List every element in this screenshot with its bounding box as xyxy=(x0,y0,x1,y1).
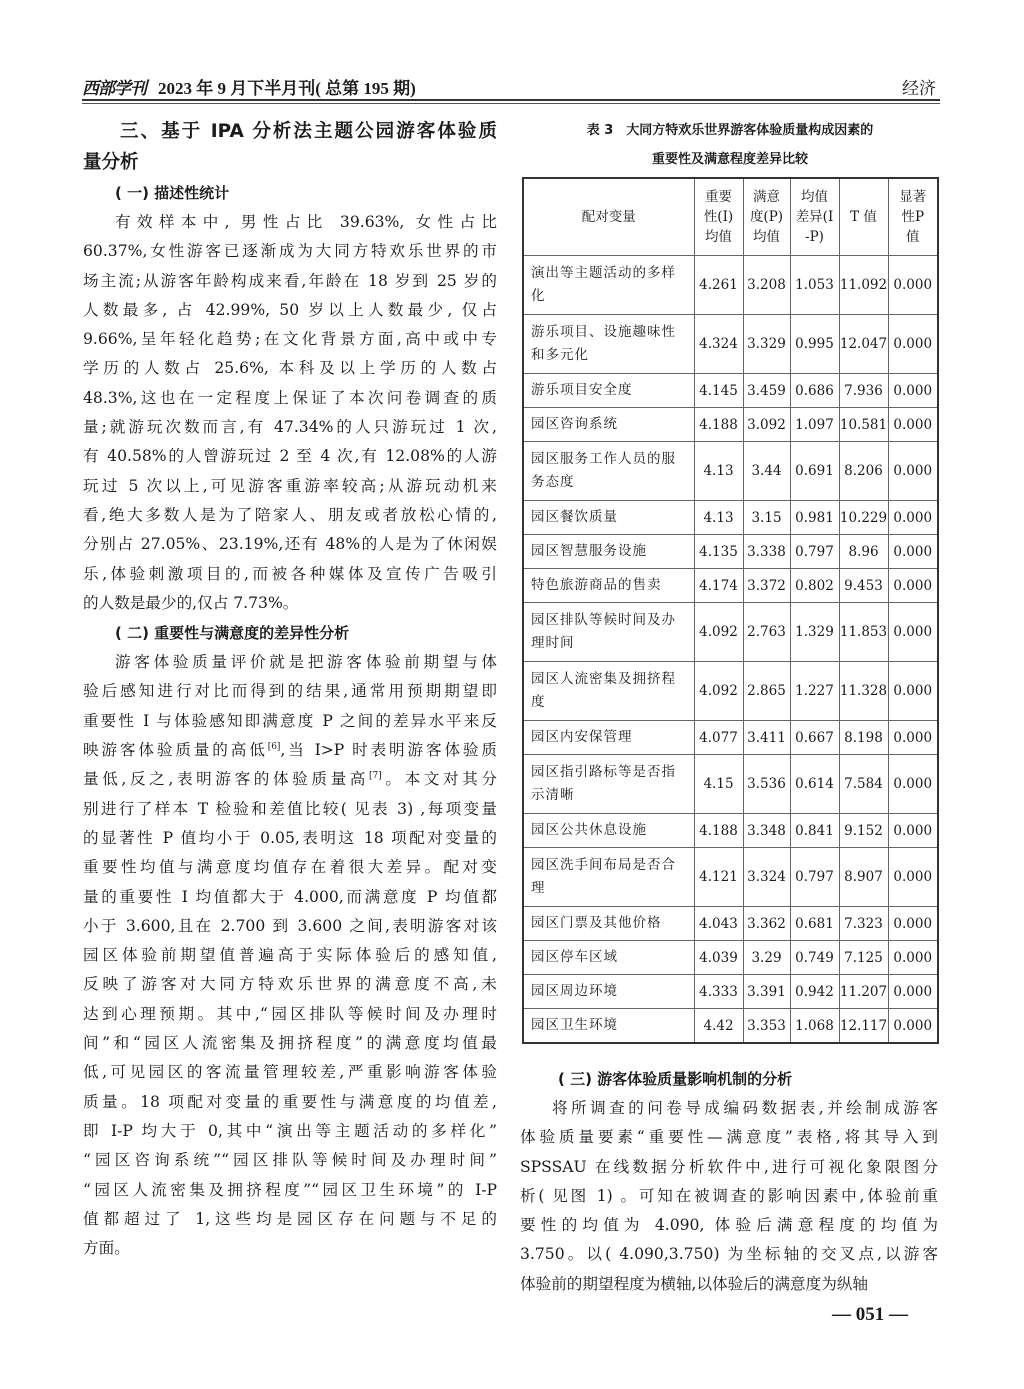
value-cell: 3.338 xyxy=(743,535,790,569)
left-column xyxy=(83,116,497,1263)
value-cell: 9.152 xyxy=(839,814,888,848)
value-cell: 12.117 xyxy=(839,1009,888,1044)
value-cell: 0.000 xyxy=(888,1009,938,1044)
value-cell: 12.047 xyxy=(839,315,888,374)
value-cell: 4.039 xyxy=(694,941,743,975)
value-cell: 0.000 xyxy=(888,408,938,442)
text-line: 玩过 5 次以上,可见游客重游率较高;从游玩动机来 xyxy=(83,476,497,495)
text-line: “园区人流密集及拥挤程度”“园区卫生环境”的 I-P xyxy=(83,1180,497,1199)
value-cell: 1.053 xyxy=(790,256,839,315)
value-cell: 3.44 xyxy=(743,442,790,501)
variable-name-cell: 园区洗手间布局是否合理 xyxy=(523,848,694,907)
value-cell: 0.841 xyxy=(790,814,839,848)
value-cell: 4.174 xyxy=(694,569,743,603)
value-cell: 4.333 xyxy=(694,975,743,1009)
value-cell: 10.229 xyxy=(839,501,888,535)
text-line: 量低,反之,表明游客的体验质量高[7]。本文对其分 xyxy=(83,770,497,789)
value-cell: 3.353 xyxy=(743,1009,790,1044)
text-line: 量分析 xyxy=(83,152,139,173)
value-cell: 4.261 xyxy=(694,256,743,315)
value-cell: 3.411 xyxy=(743,721,790,755)
text-line: SPSSAU 在线数据分析软件中,进行可视化象限图分 xyxy=(520,1157,938,1176)
table-row xyxy=(523,569,938,603)
text-line: 反映了游客对大同方特欢乐世界的满意度不高,未 xyxy=(83,975,497,994)
table-row xyxy=(523,374,938,408)
column-header: 满意度(P)均值 xyxy=(743,178,790,256)
value-cell: 0.667 xyxy=(790,721,839,755)
text-line: 有效样本中, 男性占比 39.63%, 女性占比 xyxy=(115,213,497,231)
value-cell: 1.329 xyxy=(790,603,839,662)
value-cell: 4.324 xyxy=(694,315,743,374)
table-row xyxy=(523,535,938,569)
value-cell: 0.000 xyxy=(888,374,938,408)
text-line: 量;就游玩次数而言,有 47.34%的人只游玩过 1 次, xyxy=(83,418,497,437)
value-cell: 3.324 xyxy=(743,848,790,907)
value-cell: 3.092 xyxy=(743,408,790,442)
value-cell: 4.077 xyxy=(694,721,743,755)
column-header: 重要性(I)均值 xyxy=(694,178,743,256)
value-cell: 0.995 xyxy=(790,315,839,374)
text-line: 小于 3.600,且在 2.700 到 3.600 之间,表明游客对该 xyxy=(83,916,497,935)
variable-name-cell: 园区排队等候时间及办理时间 xyxy=(523,603,694,662)
value-cell: 3.459 xyxy=(743,374,790,408)
value-cell: 0.797 xyxy=(790,535,839,569)
text-line: 场主流;从游客年龄构成来看,年龄在 18 岁到 25 岁的 xyxy=(83,271,497,290)
text-line: 即 I-P 均大于 0,其中“演出等主题活动的多样化” xyxy=(83,1121,497,1140)
text-line: 游客体验质量评价就是把游客体验前期望与体 xyxy=(115,653,497,672)
comparison-table xyxy=(522,177,939,1044)
value-cell: 1.227 xyxy=(790,662,839,721)
value-cell: 0.000 xyxy=(888,755,938,814)
value-cell: 3.15 xyxy=(743,501,790,535)
table-caption xyxy=(520,116,940,174)
variable-name-cell: 园区咨询系统 xyxy=(523,408,694,442)
value-cell: 4.121 xyxy=(694,848,743,907)
value-cell: 0.981 xyxy=(790,501,839,535)
value-cell: 3.329 xyxy=(743,315,790,374)
value-cell: 0.691 xyxy=(790,442,839,501)
value-cell: 4.13 xyxy=(694,501,743,535)
value-cell: 3.362 xyxy=(743,907,790,941)
table-row xyxy=(523,941,938,975)
value-cell: 0.000 xyxy=(888,814,938,848)
value-cell: 4.188 xyxy=(694,814,743,848)
value-cell: 7.936 xyxy=(839,374,888,408)
value-cell: 3.391 xyxy=(743,975,790,1009)
value-cell: 0.000 xyxy=(888,975,938,1009)
column-header: 显著性P 值 xyxy=(888,178,938,256)
value-cell: 0.942 xyxy=(790,975,839,1009)
text-line: 别进行了样本 T 检验和差值比较( 见表 3) ,每项变量 xyxy=(83,799,497,818)
value-cell: 4.145 xyxy=(694,374,743,408)
table-row xyxy=(523,408,938,442)
text-line: 人数最多, 占 42.99%, 50 岁以上人数最少, 仅占 xyxy=(83,300,497,319)
variable-name-cell: 园区餐饮质量 xyxy=(523,501,694,535)
value-cell: 0.681 xyxy=(790,907,839,941)
variable-name-cell: 园区卫生环境 xyxy=(523,1009,694,1044)
citation: [7] xyxy=(369,771,382,782)
value-cell: 0.000 xyxy=(888,662,938,721)
table-caption-line: 重要性及满意程度差异比较 xyxy=(651,152,808,167)
issue-info: 2023 年 9 月下半月刊( 总第 195 期) xyxy=(158,79,416,98)
table-caption-line: 表 3 大同方特欢乐世界游客体验质量构成因素的 xyxy=(586,123,874,138)
text-line: 9.66%,呈年轻化趋势;在文化背景方面,高中或中专 xyxy=(83,330,497,349)
text-line: 重要性均值与满意度均值存在着很大差异。配对变 xyxy=(83,858,497,877)
column-header: T 值 xyxy=(839,178,888,256)
value-cell: 4.188 xyxy=(694,408,743,442)
column-header: 均值差异(I-P) xyxy=(790,178,839,256)
value-cell: 0.000 xyxy=(888,535,938,569)
text-line: 方面。 xyxy=(83,1239,130,1258)
value-cell: 11.328 xyxy=(839,662,888,721)
text-line: 园区体验前期望值普遍高于实际体验后的感知值, xyxy=(83,946,497,965)
table-row xyxy=(523,1009,938,1044)
variable-name-cell: 园区内安保管理 xyxy=(523,721,694,755)
text-line: 体验前的期望程度为横轴,以体验后的满意度为纵轴 xyxy=(520,1274,869,1293)
value-cell: 4.13 xyxy=(694,442,743,501)
table-row xyxy=(523,501,938,535)
text-line: “园区咨询系统”“园区排队等候时间及办理时间” xyxy=(83,1151,497,1170)
value-cell: 0.000 xyxy=(888,848,938,907)
value-cell: 3.372 xyxy=(743,569,790,603)
table-row xyxy=(523,755,938,814)
value-cell: 4.092 xyxy=(694,662,743,721)
table-row xyxy=(523,975,938,1009)
value-cell: 4.092 xyxy=(694,603,743,662)
column-header: 配对变量 xyxy=(523,178,694,256)
subheading-2: ( 二) 重要性与满意度的差异性分析 xyxy=(115,624,350,643)
value-cell: 3.536 xyxy=(743,755,790,814)
value-cell: 8.206 xyxy=(839,442,888,501)
paragraph-difference xyxy=(83,648,497,1263)
value-cell: 8.96 xyxy=(839,535,888,569)
text-line: 乐,体验刺激项目的,而被各种媒体及宣传广告吸引 xyxy=(83,564,497,583)
variable-name-cell: 演出等主题活动的多样化 xyxy=(523,256,694,315)
variable-name-cell: 游乐项目安全度 xyxy=(523,374,694,408)
value-cell: 0.802 xyxy=(790,569,839,603)
value-cell: 0.000 xyxy=(888,315,938,374)
value-cell: 0.000 xyxy=(888,907,938,941)
value-cell: 7.125 xyxy=(839,941,888,975)
right-column-text xyxy=(520,1064,938,1299)
value-cell: 0.614 xyxy=(790,755,839,814)
text-line: 将所调查的问卷导成编码数据表,并绘制成游客 xyxy=(552,1099,938,1117)
table-row xyxy=(523,814,938,848)
citation: [6] xyxy=(267,741,281,752)
subheading-3: ( 三) 游客体验质量影响机制的分析 xyxy=(558,1070,793,1088)
paragraph-descriptive xyxy=(83,208,497,618)
text-line: 的显著性 P 值均小于 0.05,表明这 18 项配对变量的 xyxy=(83,828,497,847)
text-line: 48.3%,这也在一定程度上保证了本次问卷调查的质 xyxy=(83,388,497,407)
value-cell: 4.15 xyxy=(694,755,743,814)
header-rule xyxy=(82,99,940,101)
text-line: 看,绝大多数人是为了陪家人、朋友或者放松心情的, xyxy=(83,505,497,524)
table-row xyxy=(523,256,938,315)
table-row xyxy=(523,603,938,662)
variable-name-cell: 游乐项目、设施趣味性和多元化 xyxy=(523,315,694,374)
value-cell: 0.000 xyxy=(888,721,938,755)
text-line: 重要性 I 与体验感知即满意度 P 之间的差异水平来反 xyxy=(83,711,497,730)
value-cell: 7.584 xyxy=(839,755,888,814)
value-cell: 0.749 xyxy=(790,941,839,975)
text-line: 析( 见图 1) 。可知在被调查的影响因素中,体验前重 xyxy=(520,1186,938,1205)
value-cell: 11.853 xyxy=(839,603,888,662)
variable-name-cell: 园区门票及其他价格 xyxy=(523,907,694,941)
value-cell: 4.42 xyxy=(694,1009,743,1044)
value-cell: 3.348 xyxy=(743,814,790,848)
value-cell: 0.000 xyxy=(888,442,938,501)
value-cell: 4.135 xyxy=(694,535,743,569)
value-cell: 1.097 xyxy=(790,408,839,442)
page-number: — 051 — xyxy=(832,1304,908,1325)
text-line: 的人数是最少的,仅占 7.73%。 xyxy=(83,593,299,612)
value-cell: 3.29 xyxy=(743,941,790,975)
text-line: 3.750。以( 4.090,3.750) 为坐标轴的交叉点,以游客 xyxy=(520,1245,938,1264)
table-row xyxy=(523,848,938,907)
text-line: 低,可见园区的客流量管理较差,严重影响游客体验 xyxy=(83,1063,497,1082)
variable-name-cell: 园区停车区域 xyxy=(523,941,694,975)
paragraph-mechanism xyxy=(520,1094,938,1299)
variable-name-cell: 园区周边环境 xyxy=(523,975,694,1009)
text-line: 间”和“园区人流密集及拥挤程度”的满意度均值最 xyxy=(83,1034,497,1053)
text-line: 有 40.58%的人曾游玩过 2 至 4 次,有 12.08%的人游 xyxy=(83,447,497,466)
table-row xyxy=(523,442,938,501)
section-title xyxy=(83,116,497,178)
text-line: 量的重要性 I 均值都大于 4.000,而满意度 P 均值都 xyxy=(83,887,497,906)
text-line: 体验质量要素“重要性—满意度”表格,将其导入到 xyxy=(520,1128,938,1147)
text-line: 三、基于 IPA 分析法主题公园游客体验质 xyxy=(120,121,497,142)
variable-name-cell: 园区公共休息设施 xyxy=(523,814,694,848)
variable-name-cell: 特色旅游商品的售卖 xyxy=(523,569,694,603)
section-label: 经济 xyxy=(902,79,936,99)
value-cell: 2.865 xyxy=(743,662,790,721)
table-row xyxy=(523,907,938,941)
text-line: 60.37%,女性游客已逐渐成为大同方特欢乐世界的市 xyxy=(83,242,497,261)
value-cell: 11.092 xyxy=(839,256,888,315)
value-cell: 0.686 xyxy=(790,374,839,408)
variable-name-cell: 园区指引路标等是否指示清晰 xyxy=(523,755,694,814)
text-line: 映游客体验质量的高低[6],当 I>P 时表明游客体验质 xyxy=(83,741,497,760)
value-cell: 1.068 xyxy=(790,1009,839,1044)
variable-name-cell: 园区人流密集及拥挤程度 xyxy=(523,662,694,721)
value-cell: 0.000 xyxy=(888,569,938,603)
text-line: 分别占 27.05%、23.19%,还有 48%的人是为了休闲娱 xyxy=(83,535,497,554)
value-cell: 0.000 xyxy=(888,603,938,662)
text-line: 验后感知进行对比而得到的结果,通常用预期期望即 xyxy=(83,682,497,701)
journal-logo: 西部学刊 xyxy=(82,79,146,99)
value-cell: 0.000 xyxy=(888,256,938,315)
value-cell: 2.763 xyxy=(743,603,790,662)
text-line: 值都超过了 1,这些均是园区存在问题与不足的 xyxy=(83,1209,497,1228)
variable-name-cell: 园区智慧服务设施 xyxy=(523,535,694,569)
value-cell: 8.907 xyxy=(839,848,888,907)
value-cell: 8.198 xyxy=(839,721,888,755)
table-row xyxy=(523,662,938,721)
value-cell: 9.453 xyxy=(839,569,888,603)
header-rule-thin xyxy=(82,103,940,104)
value-cell: 4.043 xyxy=(694,907,743,941)
text-line: 质量。18 项配对变量的重要性与满意度的均值差, xyxy=(83,1092,497,1111)
text-line: 学历的人数占 25.6%, 本科及以上学历的人数占 xyxy=(83,359,497,378)
value-cell: 10.581 xyxy=(839,408,888,442)
value-cell: 3.208 xyxy=(743,256,790,315)
variable-name-cell: 园区服务工作人员的服务态度 xyxy=(523,442,694,501)
value-cell: 11.207 xyxy=(839,975,888,1009)
value-cell: 7.323 xyxy=(839,907,888,941)
text-line: 要性的均值为 4.090, 体验后满意程度的均值为 xyxy=(520,1216,938,1235)
subheading-1: ( 一) 描述性统计 xyxy=(115,184,230,202)
value-cell: 0.000 xyxy=(888,941,938,975)
value-cell: 0.000 xyxy=(888,501,938,535)
table-row xyxy=(523,721,938,755)
running-header xyxy=(82,72,940,100)
text-line: 达到心理预期。其中,“园区排队等候时间及办理时 xyxy=(83,1004,497,1023)
table-row xyxy=(523,315,938,374)
value-cell: 0.797 xyxy=(790,848,839,907)
table-header-row xyxy=(523,178,938,256)
